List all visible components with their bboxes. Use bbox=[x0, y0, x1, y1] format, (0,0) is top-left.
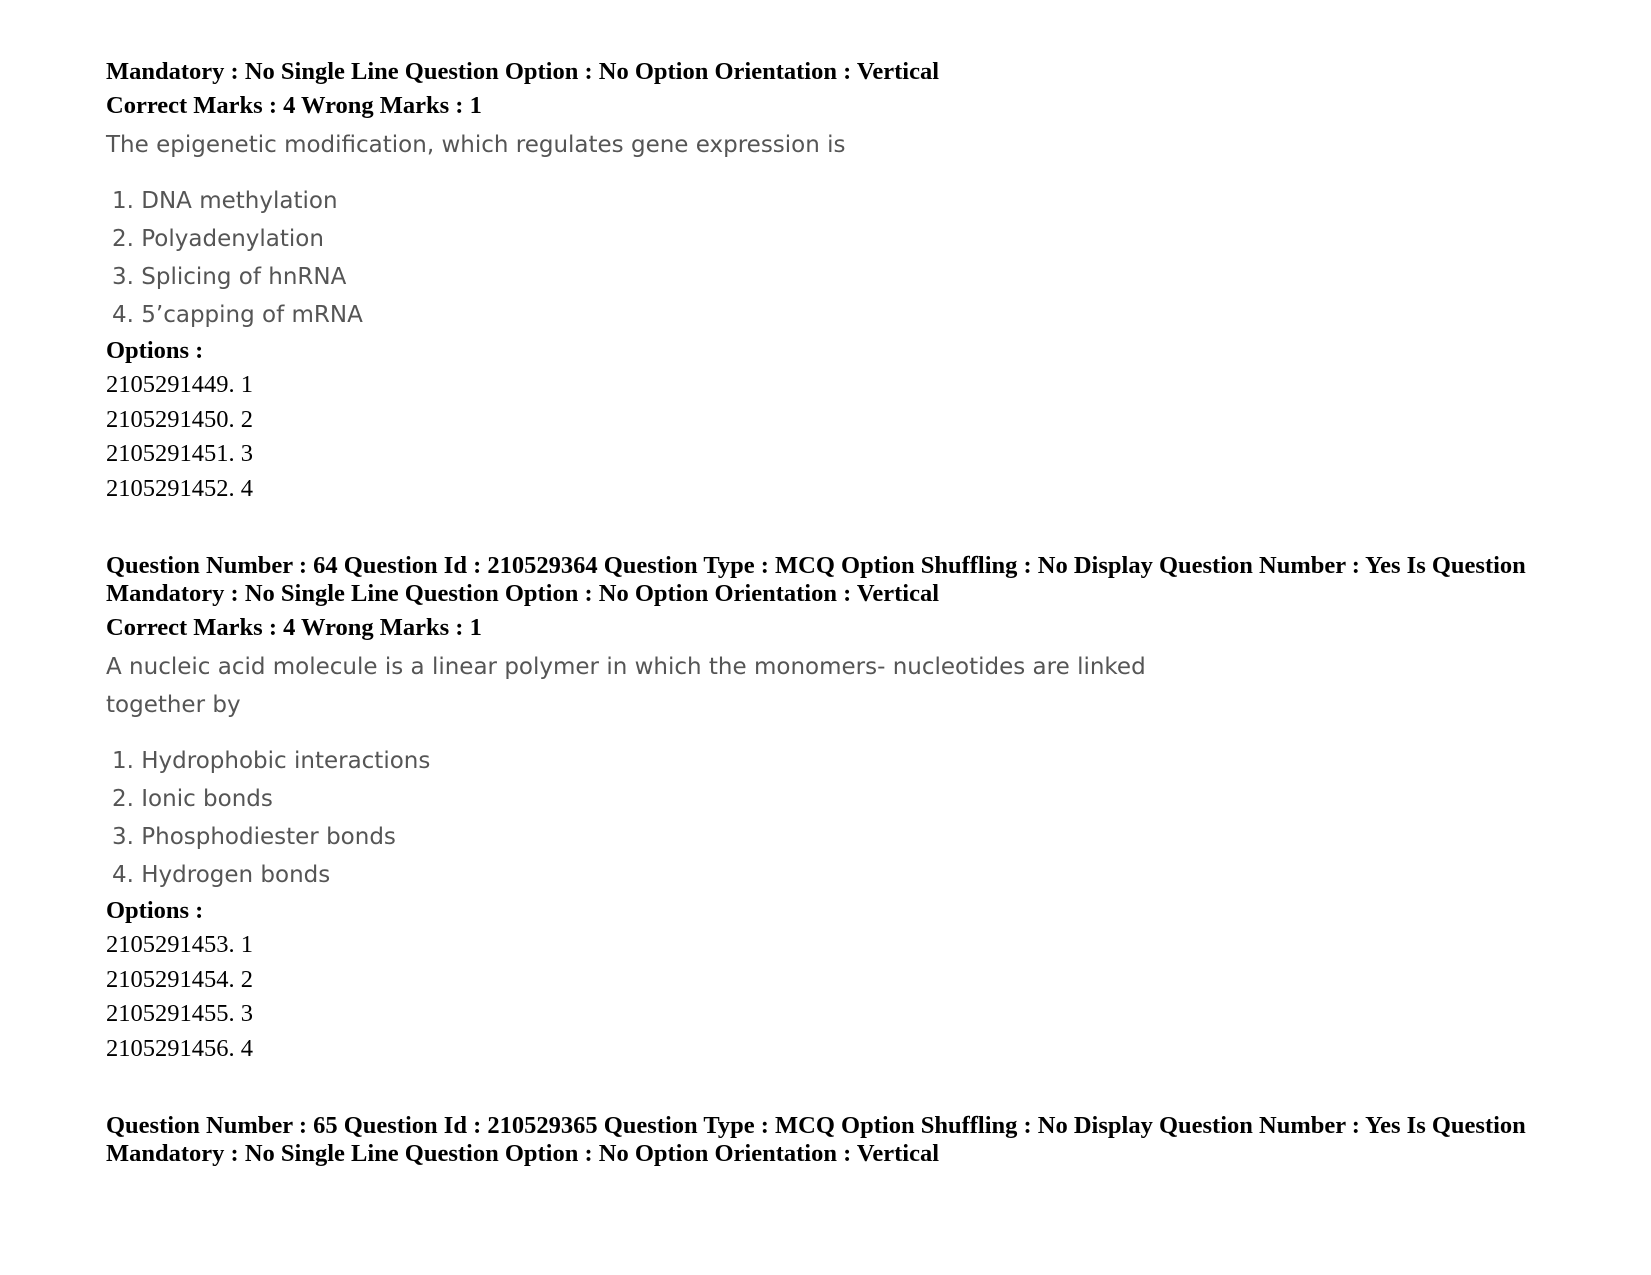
question-marks: Correct Marks : 4 Wrong Marks : 1 bbox=[106, 92, 482, 119]
options-list bbox=[106, 928, 1606, 1066]
option-item: 2105291454. 2 bbox=[106, 965, 253, 993]
choice-item: 1. Hydrophobic interactions bbox=[112, 748, 431, 774]
choice-item: 2. Ionic bonds bbox=[112, 786, 273, 812]
options-list bbox=[106, 368, 1606, 506]
question-meta-line: Mandatory : No Single Line Question Option : No Option Orientation : Vertical bbox=[106, 58, 940, 85]
question-65-block bbox=[106, 1112, 1606, 1168]
options-label: Options : bbox=[106, 897, 204, 924]
choice-item: 3. Phosphodiester bonds bbox=[112, 824, 396, 850]
block-spacer bbox=[106, 1066, 1606, 1112]
option-item: 2105291452. 4 bbox=[106, 474, 253, 502]
question-text-line: together by bbox=[106, 692, 241, 718]
block-spacer bbox=[106, 506, 1606, 552]
question-text: The epigenetic modification, which regulates gene expression is bbox=[106, 132, 846, 158]
question-meta-line: Question Number : 64 Question Id : 210529364 Question Type : MCQ Option Shuffling : No Display Question Number : Yes Is Question bbox=[106, 552, 1526, 579]
question-63-block bbox=[106, 58, 1606, 506]
option-item: 2105291453. 1 bbox=[106, 931, 253, 958]
choice-item: 4. 5’capping of mRNA bbox=[112, 302, 363, 328]
choice-item: 1. DNA methylation bbox=[112, 188, 338, 214]
question-meta-line: Mandatory : No Single Line Question Option : No Option Orientation : Vertical bbox=[106, 580, 940, 607]
question-choices bbox=[106, 742, 1606, 894]
question-meta-line: Question Number : 65 Question Id : 210529365 Question Type : MCQ Option Shuffling : No Display Question Number : Yes Is Question bbox=[106, 1112, 1526, 1139]
option-item: 2105291450. 2 bbox=[106, 405, 253, 433]
question-choices bbox=[106, 182, 1606, 334]
choice-item: 2. Polyadenylation bbox=[112, 226, 324, 252]
question-marks: Correct Marks : 4 Wrong Marks : 1 bbox=[106, 614, 482, 641]
choice-item: 4. Hydrogen bonds bbox=[112, 862, 331, 888]
question-64-block bbox=[106, 552, 1606, 1066]
choice-item: 3. Splicing of hnRNA bbox=[112, 264, 347, 290]
question-text bbox=[106, 648, 1606, 724]
option-item: 2105291456. 4 bbox=[106, 1034, 253, 1062]
options-label: Options : bbox=[106, 337, 204, 364]
document-page bbox=[106, 58, 1606, 1168]
question-text-line: A nucleic acid molecule is a linear polymer in which the monomers- nucleotides are linked bbox=[106, 654, 1146, 680]
option-item: 2105291449. 1 bbox=[106, 371, 253, 398]
question-meta-line: Mandatory : No Single Line Question Option : No Option Orientation : Vertical bbox=[106, 1140, 940, 1167]
option-item: 2105291455. 3 bbox=[106, 1000, 253, 1027]
option-item: 2105291451. 3 bbox=[106, 440, 253, 467]
